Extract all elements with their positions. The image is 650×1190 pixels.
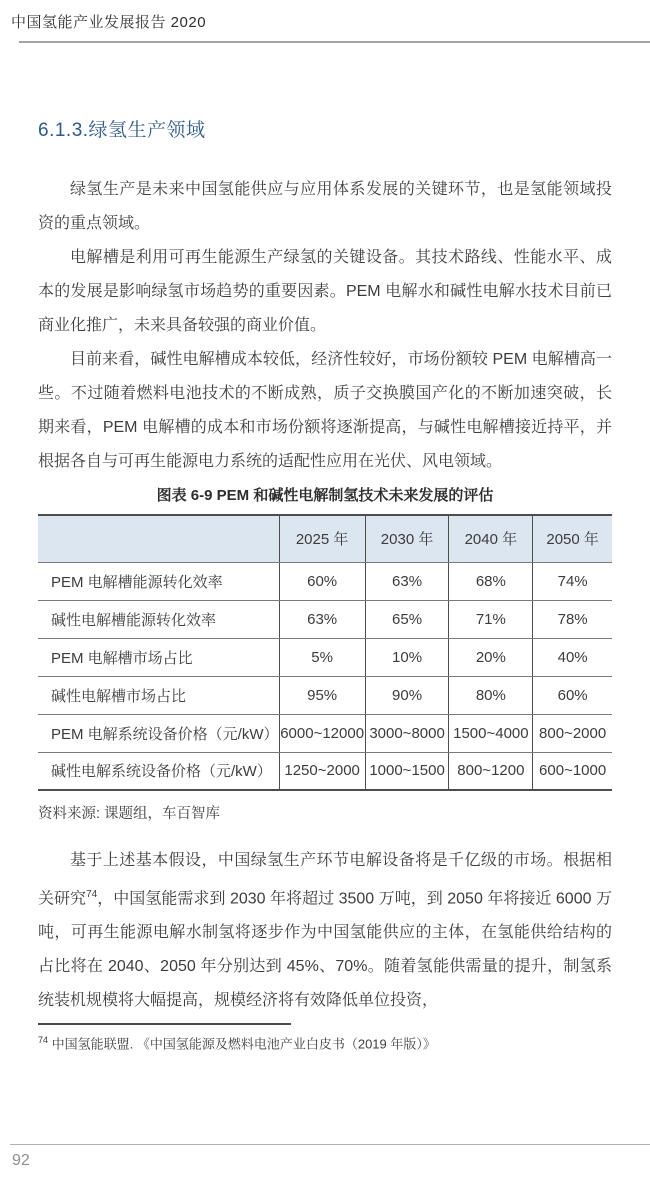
cell-value: 6000~12000 (279, 714, 365, 752)
cell-value: 68% (449, 562, 533, 600)
row-label: 碱性电解槽市场占比 (38, 676, 279, 714)
cell-value: 60% (279, 562, 365, 600)
paragraph-4-text: ，中国氢能需求到 2030 年将超过 3500 万吨，到 2050 年将接近 6000 万吨，可再生能源电解水制氢将逐步作为中国氢能供应的主体，在氢能供给结构的占比将在 2040、2050 年分别达到 45%、70%。随着氢能供需量的提升，制氢系统装机规模将大幅提高，规模经济将有效降低单位投资， (38, 890, 612, 1010)
footnote-divider (38, 1023, 291, 1025)
header-divider (19, 41, 650, 43)
cell-value: 20% (449, 638, 533, 676)
table-row (38, 638, 612, 676)
table-header-2030: 2030 年 (365, 515, 449, 562)
cell-value: 10% (365, 638, 449, 676)
cell-value: 800~1200 (449, 752, 533, 790)
page-header (0, 0, 650, 43)
cell-value: 80% (449, 676, 533, 714)
cell-value: 60% (533, 676, 612, 714)
table-header-2025: 2025 年 (279, 515, 365, 562)
paragraph-4 (38, 844, 612, 1018)
table-caption: 图表 6-9 PEM 和碱性电解制氢技术未来发展的评估 (156, 487, 494, 504)
cell-value: 1500~4000 (449, 714, 533, 752)
footnote (38, 1030, 612, 1054)
row-label: 碱性电解系统设备价格（元/kW） (38, 752, 279, 790)
table-row (38, 752, 612, 790)
page-content (0, 115, 650, 1055)
cell-value: 71% (449, 600, 533, 638)
cell-value: 40% (533, 638, 612, 676)
page-number: 92 (12, 1152, 30, 1169)
paragraph-3: 目前来看，碱性电解槽成本较低，经济性较好，市场份额较 PEM 电解槽高一些。不过随着燃料电池技术的不断成熟，质子交换膜国产化的不断加速突破，长期来看，PEM 电解槽的成本和市场份额将逐渐提高，与碱性电解槽接近持平，并根据各自与可再生能源电力系统的适配性应用在光伏、风电领域。 (38, 351, 612, 470)
table-header-empty (38, 515, 279, 562)
page-footer (0, 1144, 650, 1190)
cell-value: 600~1000 (533, 752, 612, 790)
cell-value: 63% (279, 600, 365, 638)
cell-value: 1250~2000 (279, 752, 365, 790)
paragraph-2: 电解槽是利用可再生能源生产绿氢的关键设备。其技术路线、性能水平、成本的发展是影响绿氢市场趋势的重要因素。PEM 电解水和碱性电解水技术目前已商业化推广，未来具备较强的商业价值。 (38, 249, 612, 334)
table-row (38, 714, 612, 752)
table-row (38, 562, 612, 600)
table-row (38, 600, 612, 638)
report-title: 中国氢能产业发展报告 2020 (11, 14, 207, 31)
footnote-text: 中国氢能联盟. 《中国氢能源及燃料电池产业白皮书（2019 年版）》 (48, 1036, 436, 1052)
footer-divider (10, 1144, 650, 1145)
paragraph-1: 绿氢生产是未来中国氢能供应与应用体系发展的关键环节，也是氢能领域投资的重点领域。 (38, 181, 612, 232)
source-note: 资料来源: 课题组，车百智库 (38, 806, 221, 822)
row-label: PEM 电解槽市场占比 (38, 638, 279, 676)
footnote-marker: 74 (38, 1035, 49, 1046)
cell-value: 65% (365, 600, 449, 638)
cell-value: 63% (365, 562, 449, 600)
cell-value: 800~2000 (533, 714, 612, 752)
cell-value: 3000~8000 (365, 714, 449, 752)
cell-value: 90% (365, 676, 449, 714)
cell-value: 1000~1500 (365, 752, 449, 790)
table-header-row (38, 515, 612, 562)
section-heading: 6.1.3.绿氢生产领域 (38, 120, 206, 141)
assessment-table (38, 514, 612, 791)
table-header-2040: 2040 年 (449, 515, 533, 562)
row-label: PEM 电解系统设备价格（元/kW） (38, 714, 279, 752)
paragraph-4-text: 基于上述基本假设，中国绿氢生产环节电解设备将是千亿级的市场。根据相关研究 (38, 852, 612, 908)
table-header-2050: 2050 年 (533, 515, 612, 562)
cell-value: 95% (279, 676, 365, 714)
row-label: PEM 电解槽能源转化效率 (38, 562, 279, 600)
cell-value: 5% (279, 638, 365, 676)
table-row (38, 676, 612, 714)
footnote-ref-marker: 74 (86, 889, 98, 900)
row-label: 碱性电解槽能源转化效率 (38, 600, 279, 638)
cell-value: 74% (533, 562, 612, 600)
cell-value: 78% (533, 600, 612, 638)
